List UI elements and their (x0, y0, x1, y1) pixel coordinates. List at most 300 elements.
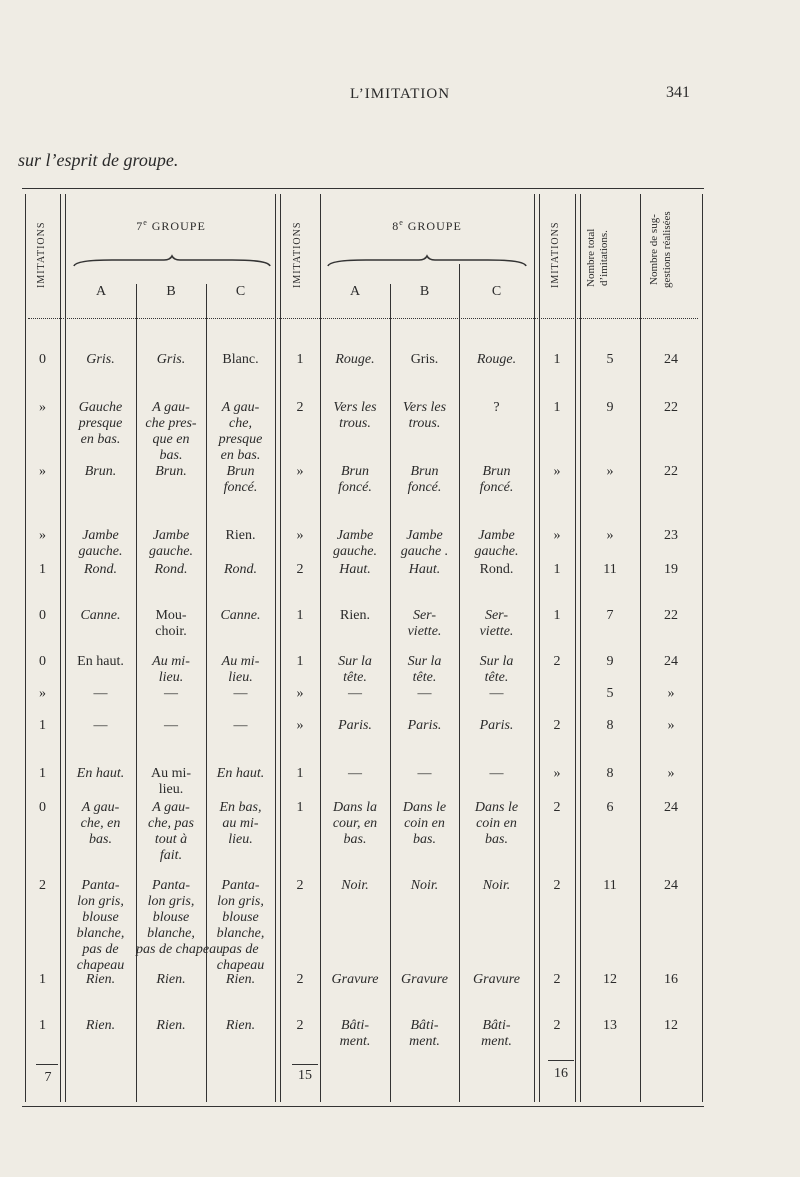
cell-line: tête. (412, 670, 437, 685)
cell-line: — (93, 686, 108, 701)
cell-b8 (390, 686, 459, 702)
cell-line: lieu. (228, 832, 253, 847)
cell-i7: 0 (39, 654, 46, 669)
cell-a8 (320, 686, 390, 702)
cell-line: — (417, 766, 432, 781)
cell-i9: 2 (553, 718, 561, 733)
cell-c7 (206, 562, 275, 578)
cell-i8: 2 (296, 400, 304, 415)
cell-line: foncé. (479, 480, 514, 495)
cell-c7 (206, 352, 275, 368)
cell-i7: 0 (39, 608, 46, 623)
cell-line: A gau- (152, 800, 190, 815)
cell-line: — (417, 686, 432, 701)
cell-line: Dans la (333, 800, 377, 815)
cell-b7 (136, 766, 206, 798)
caption: sur l’esprit de groupe. (18, 150, 179, 170)
total-imitations-8: 15 (298, 1068, 312, 1083)
cell-line: Ser- (412, 608, 437, 623)
cell-b8 (390, 972, 459, 988)
cell-line: Au mi- (152, 654, 190, 669)
cell-line: Rien. (225, 1018, 256, 1033)
cell-b7 (136, 400, 206, 464)
cell-i9: 1 (553, 608, 561, 623)
group-7-brace (72, 254, 272, 268)
cell-i8: » (296, 718, 304, 733)
cell-b7 (136, 528, 206, 560)
cell-sug: 16 (664, 972, 678, 987)
cell-line: Vers les (333, 400, 377, 415)
cell-i8: 1 (296, 608, 304, 623)
cell-a8 (320, 766, 390, 782)
cell-tot: 5 (606, 352, 614, 367)
cell-line: ? (493, 400, 500, 415)
cell-i9: 2 (553, 654, 561, 669)
cell-tot: 5 (606, 686, 614, 701)
cell-line: trous. (408, 416, 441, 431)
cell-line: trous. (339, 416, 371, 431)
cell-line: tête. (343, 670, 367, 685)
cell-line: Rien. (225, 528, 256, 543)
col-rule (580, 194, 581, 1102)
cell-line: gauche. (333, 544, 377, 559)
cell-tot: 11 (603, 562, 617, 577)
col-rule (275, 194, 276, 1102)
cell-i9: 2 (553, 800, 561, 815)
cell-line: blanche, (216, 926, 265, 941)
cell-c8 (459, 878, 534, 894)
cell-a8 (320, 464, 390, 496)
cell-b8 (390, 800, 459, 848)
cell-line: En haut. (77, 654, 124, 669)
cell-line: En haut. (76, 766, 125, 781)
cell-line: Panta- (221, 878, 260, 893)
cell-tot: 9 (606, 654, 614, 669)
cell-line: au mi- (222, 816, 259, 831)
cell-a7 (65, 464, 136, 480)
cell-line: Dans le (474, 800, 519, 815)
data-table (22, 188, 704, 1108)
cell-tot: 8 (606, 766, 614, 781)
cell-line: Bâti- (410, 1018, 439, 1033)
cell-line: Paris. (479, 718, 514, 733)
cell-b8 (390, 464, 459, 496)
header-rule (28, 318, 698, 319)
cell-line: ment. (339, 1034, 371, 1049)
cell-line: Rond. (83, 562, 118, 577)
cell-line: Bâti- (482, 1018, 511, 1033)
cell-b7 (136, 718, 206, 734)
cell-line: Rouge. (476, 352, 517, 367)
cell-line: Rien. (156, 972, 186, 987)
group-8-title: 8e GROUPE (392, 218, 462, 233)
cell-line: Mou- (155, 608, 187, 623)
cell-line: — (164, 686, 178, 701)
table-top-rule (22, 188, 704, 189)
cell-line: Jambe (152, 528, 190, 543)
cell-a8 (320, 562, 390, 578)
cell-line: — (93, 718, 108, 733)
cell-i7: 1 (39, 972, 46, 987)
cell-line: pas de chapeau (136, 942, 224, 957)
cell-b7 (136, 562, 206, 578)
cell-a8 (320, 718, 390, 734)
cell-a8 (320, 608, 390, 624)
cell-line: lon gris, (217, 894, 264, 909)
cell-line: Noir. (482, 878, 511, 893)
cell-i7: 1 (39, 562, 46, 577)
cell-b7 (136, 654, 206, 686)
cell-line: — (348, 686, 362, 701)
cell-line: Gravure (401, 972, 448, 987)
cell-c8 (459, 972, 534, 988)
col-rule (534, 194, 535, 1102)
cell-i7: 1 (39, 766, 46, 781)
cell-i9: 2 (553, 1018, 561, 1033)
cell-line: foncé. (223, 480, 258, 495)
cell-i7: 2 (39, 878, 46, 893)
cell-line: Paris. (338, 718, 372, 733)
cell-line: Au mi- (150, 766, 192, 781)
cell-tot: 9 (606, 400, 614, 415)
col-rule (575, 194, 576, 1102)
col-rule (702, 194, 703, 1102)
cell-c8 (459, 528, 534, 560)
cell-c7 (206, 608, 275, 624)
cell-i7: » (39, 464, 46, 479)
cell-line: pas de (222, 942, 259, 957)
cell-line: en bas. (220, 448, 261, 463)
cell-i7: 0 (39, 352, 46, 367)
cell-line: gauche. (474, 544, 519, 559)
cell-a8 (320, 972, 390, 988)
cell-line: bas. (413, 832, 436, 847)
cell-c8 (459, 766, 534, 782)
cell-a7 (65, 800, 136, 848)
cell-b8 (390, 1018, 459, 1050)
cell-tot: 11 (603, 878, 617, 893)
col-rule (539, 194, 540, 1102)
cell-line: blanche, (147, 926, 195, 941)
cell-sug: 22 (664, 464, 678, 479)
cell-b8 (390, 766, 459, 782)
cell-line: Canne. (80, 608, 121, 623)
cell-sug: » (667, 766, 675, 781)
cell-line: Sur la (479, 654, 514, 669)
cell-line: che, (229, 416, 252, 431)
cell-line: Rien. (85, 972, 116, 987)
total-rule-9 (548, 1060, 574, 1061)
cell-sug: 22 (664, 608, 678, 623)
cell-line: Blanc. (222, 352, 259, 367)
cell-c8 (459, 562, 534, 578)
cell-i7: 0 (39, 800, 46, 815)
cell-c8 (459, 718, 534, 734)
cell-c8 (459, 608, 534, 640)
cell-line: presque (78, 416, 123, 431)
cell-c8 (459, 686, 534, 702)
cell-line: Noir. (410, 878, 439, 893)
cell-i9: » (553, 528, 561, 543)
cell-sug: 19 (664, 562, 678, 577)
cell-line: — (233, 686, 248, 701)
running-head: L’IMITATION (349, 86, 451, 102)
cell-sug: 24 (664, 878, 678, 893)
cell-i7: » (39, 528, 46, 543)
cell-b8 (390, 528, 459, 560)
cell-line: en bas. (80, 432, 121, 447)
col-rule (640, 194, 641, 1102)
cell-b7 (136, 608, 206, 640)
cell-line: Brun (482, 464, 511, 479)
cell-c7 (206, 800, 275, 848)
cell-line: lieu. (158, 670, 184, 685)
cell-i8: 2 (296, 1018, 304, 1033)
cell-c7 (206, 400, 275, 464)
cell-tot: 13 (603, 1018, 617, 1033)
cell-a7 (65, 654, 136, 670)
cell-line: Sur la (338, 654, 372, 669)
cell-line: Gris. (410, 352, 439, 367)
cell-i8: 2 (296, 878, 304, 893)
cell-i8: 1 (296, 352, 304, 367)
cell-c7 (206, 686, 275, 702)
cell-line: Jambe (82, 528, 119, 543)
cell-c7 (206, 718, 275, 734)
cell-line: gauche. (149, 544, 193, 559)
cell-a7 (65, 718, 136, 734)
cell-c8 (459, 464, 534, 496)
cell-line: ment. (481, 1034, 512, 1049)
cell-line: lon gris, (77, 894, 124, 909)
subheader-7b: B (166, 284, 176, 299)
cell-line: foncé. (407, 480, 442, 495)
cell-b7 (136, 464, 206, 480)
cell-line: Au mi- (221, 654, 260, 669)
cell-a8 (320, 352, 390, 368)
cell-line: presque (218, 432, 263, 447)
cell-b8 (390, 654, 459, 686)
cell-a8 (320, 1018, 390, 1050)
cell-line: blouse (222, 910, 259, 925)
col-rule (60, 194, 61, 1102)
cell-a7 (65, 608, 136, 624)
cell-line: Jambe (406, 528, 443, 543)
cell-i9: 2 (553, 972, 561, 987)
subheader-8b: B (419, 284, 430, 299)
cell-sug: 24 (664, 352, 678, 367)
cell-line: che, pas (148, 816, 194, 831)
cell-i7: 1 (39, 1018, 46, 1033)
cell-line: gauche . (400, 544, 449, 559)
cell-line: chapeau (216, 958, 265, 973)
imitations-header-8: IMITATIONS (292, 221, 303, 289)
cell-line: lieu. (228, 670, 253, 685)
cell-sug: 24 (664, 800, 678, 815)
cell-line: bas. (159, 448, 183, 463)
cell-i8: 1 (296, 654, 304, 669)
cell-line: Bâti- (341, 1018, 369, 1033)
cell-line: tête. (484, 670, 509, 685)
cell-tot: 6 (606, 800, 614, 815)
cell-line: En haut. (216, 766, 265, 781)
cell-line: coin en (476, 816, 517, 831)
cell-line: Brun (410, 464, 439, 479)
subheader-7c: C (235, 284, 246, 299)
cell-line: Brun (226, 464, 255, 479)
cell-tot: 8 (606, 718, 614, 733)
subheader-8c: C (491, 284, 502, 299)
cell-line: A gau- (221, 400, 260, 415)
cell-i8: » (296, 686, 304, 701)
cell-c8 (459, 352, 534, 368)
cell-line: Haut. (408, 562, 441, 577)
cell-line: Vers les (402, 400, 447, 415)
group-7-title: 7e GROUPE (136, 218, 206, 233)
cell-a7 (65, 1018, 136, 1034)
cell-a7 (65, 400, 136, 448)
cell-i9: » (553, 766, 561, 781)
cell-i9: 2 (553, 878, 561, 893)
cell-i8: » (296, 528, 304, 543)
cell-b8 (390, 608, 459, 640)
cell-line: coin en (404, 816, 445, 831)
cell-line: Haut. (339, 562, 371, 577)
imitations-header-7: IMITATIONS (36, 221, 47, 289)
cell-line: A gau- (152, 400, 190, 415)
cell-line: Panta- (81, 878, 120, 893)
cell-b7 (136, 1018, 206, 1034)
cell-i8: 1 (296, 766, 304, 781)
cell-line: pas de (82, 942, 119, 957)
cell-a7 (65, 528, 136, 560)
cell-line: tout à (154, 832, 188, 847)
cell-line: Gravure (331, 972, 379, 987)
cell-i9: 1 (553, 352, 561, 367)
cell-i7: » (39, 400, 46, 415)
cell-a7 (65, 686, 136, 702)
cell-a8 (320, 528, 390, 560)
cell-i9: 1 (553, 400, 561, 415)
cell-b7 (136, 352, 206, 368)
cell-line: — (233, 718, 248, 733)
cell-line: Rond. (479, 562, 514, 577)
cell-tot: 12 (603, 972, 617, 987)
cell-line: — (348, 766, 362, 781)
cell-line: Rien. (85, 1018, 116, 1033)
cell-sug: » (667, 718, 675, 733)
cell-line: Noir. (341, 878, 369, 893)
cell-a8 (320, 400, 390, 432)
table-bottom-rule (22, 1106, 704, 1107)
cell-line: Paris. (407, 718, 442, 733)
cell-line: blouse (82, 910, 119, 925)
cell-line: Rond. (154, 562, 188, 577)
cell-line: foncé. (338, 480, 372, 495)
cell-line: che pres- (145, 416, 197, 431)
cell-line: A gau- (81, 800, 120, 815)
cell-i9: » (553, 464, 561, 479)
cell-a8 (320, 800, 390, 848)
cell-b8 (390, 400, 459, 432)
cell-sug: 24 (664, 654, 678, 669)
cell-line: viette. (479, 624, 514, 639)
col-rule (320, 194, 321, 1102)
col-rule (280, 194, 281, 1102)
cell-i7: 1 (39, 718, 46, 733)
total-imitations-9: 16 (554, 1066, 568, 1081)
cell-line: bas. (343, 832, 367, 847)
cell-i7: » (39, 686, 46, 701)
cell-b7 (136, 686, 206, 702)
cell-b8 (390, 878, 459, 894)
total-imitations-7: 7 (44, 1070, 52, 1085)
cell-tot: » (606, 528, 614, 543)
cell-line: Gris. (156, 352, 186, 367)
cell-a8 (320, 878, 390, 894)
cell-line: Ser- (484, 608, 509, 623)
cell-b7 (136, 800, 206, 864)
cell-line: Gris. (86, 352, 115, 367)
cell-c8 (459, 1018, 534, 1050)
cell-c7 (206, 878, 275, 974)
cell-c8 (459, 654, 534, 686)
cell-line: fait. (159, 848, 183, 863)
cell-c8 (459, 400, 534, 416)
cell-c7 (206, 1018, 275, 1034)
cell-i8: 1 (296, 800, 304, 815)
cell-a7 (65, 562, 136, 578)
cell-line: ment. (409, 1034, 440, 1049)
cell-line: lon gris, (147, 894, 195, 909)
subheader-7a: A (95, 284, 107, 299)
cell-c7 (206, 464, 275, 496)
cell-b8 (390, 562, 459, 578)
cell-line: Rien. (225, 972, 256, 987)
total-rule-8 (292, 1064, 318, 1065)
cell-sug: 12 (664, 1018, 678, 1033)
group-8-brace (326, 254, 528, 268)
cell-line: Panta- (151, 878, 191, 893)
cell-line: che, en (80, 816, 121, 831)
cell-a7 (65, 766, 136, 782)
cell-line: blanche, (76, 926, 125, 941)
cell-line: Gravure (473, 972, 520, 987)
cell-i9: 1 (553, 562, 561, 577)
cell-c7 (206, 654, 275, 686)
cell-line: que en (152, 432, 190, 447)
cell-c7 (206, 766, 275, 782)
cell-line: Rond. (223, 562, 258, 577)
cell-line: gauche. (78, 544, 123, 559)
cell-line: Sur la (407, 654, 442, 669)
cell-line: Jambe (478, 528, 515, 543)
cell-i8: » (296, 464, 304, 479)
cell-line: En bas, (219, 800, 262, 815)
cell-line: bas. (89, 832, 112, 847)
cell-a7 (65, 352, 136, 368)
cell-line: Rien. (340, 608, 370, 623)
cell-a7 (65, 878, 136, 974)
cell-line: viette. (407, 624, 442, 639)
cell-line: chapeau (76, 958, 125, 973)
cell-line: Dans le (402, 800, 447, 815)
cell-sug: 22 (664, 400, 678, 415)
cell-c8 (459, 800, 534, 848)
cell-tot: » (606, 464, 614, 479)
cell-line: choir. (155, 624, 187, 639)
cell-b8 (390, 352, 459, 368)
